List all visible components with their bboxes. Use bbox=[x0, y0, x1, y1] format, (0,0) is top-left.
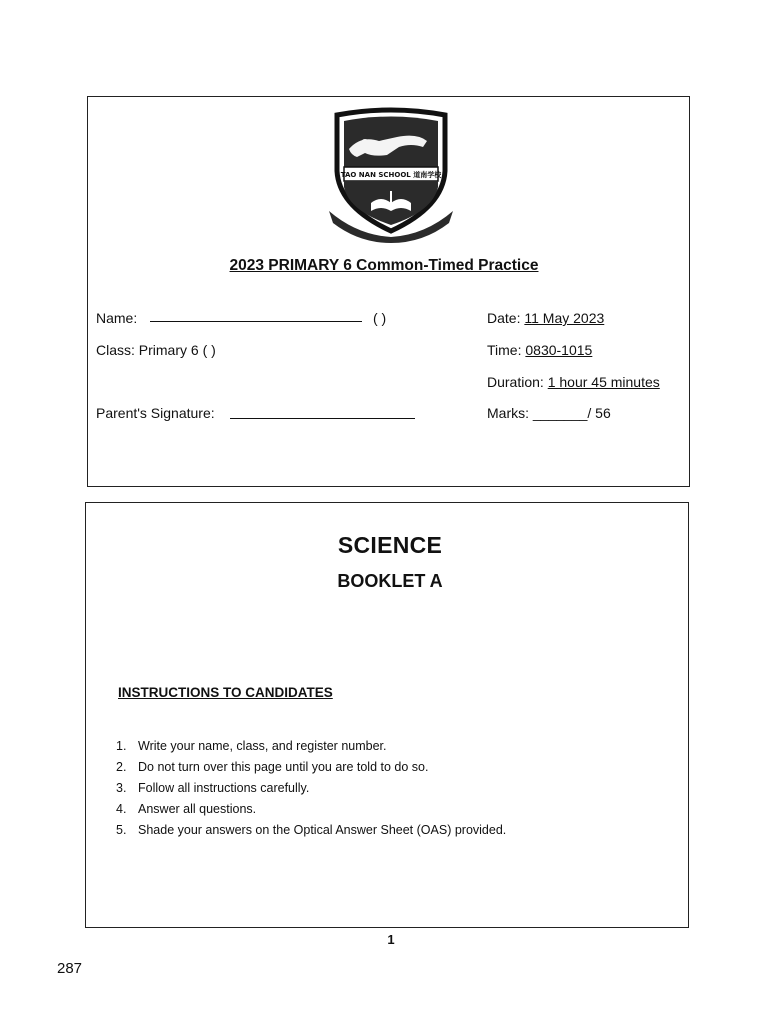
marks-row bbox=[487, 405, 611, 421]
instruction-text: Write your name, class, and register number. bbox=[138, 739, 387, 753]
time-label: Time: bbox=[487, 342, 522, 358]
instruction-number: 5. bbox=[116, 823, 127, 837]
parent-signature-line[interactable] bbox=[230, 418, 415, 419]
duration-label: Duration: bbox=[487, 374, 544, 390]
instruction-item bbox=[116, 757, 506, 778]
date-value: 11 May 2023 bbox=[524, 310, 605, 326]
booklet-frame bbox=[85, 502, 689, 928]
marks-total: / 56 bbox=[587, 405, 611, 421]
instruction-item bbox=[116, 736, 506, 757]
register-brackets: ( ) bbox=[373, 310, 387, 326]
instructions-list bbox=[116, 736, 506, 841]
svg-text:TAO NAN SCHOOL 道南学校: TAO NAN SCHOOL 道南学校 bbox=[340, 171, 442, 179]
instruction-item bbox=[116, 799, 506, 820]
instruction-number: 1. bbox=[116, 739, 127, 753]
instructions-heading: INSTRUCTIONS TO CANDIDATES bbox=[118, 685, 333, 700]
parent-signature-label: Parent's Signature: bbox=[96, 405, 215, 421]
scan-page-number: 287 bbox=[57, 960, 83, 977]
instruction-text: Follow all instructions carefully. bbox=[138, 781, 310, 795]
subject-title: SCIENCE bbox=[337, 532, 443, 558]
booklet-title: BOOKLET A bbox=[337, 571, 443, 591]
instruction-text: Do not turn over this page until you are told to do so. bbox=[138, 760, 429, 774]
instruction-item bbox=[116, 820, 506, 841]
instruction-text: Answer all questions. bbox=[138, 802, 257, 816]
instruction-number: 2. bbox=[116, 760, 127, 774]
time-value: 0830-1015 bbox=[525, 342, 593, 358]
date-row bbox=[487, 310, 604, 326]
instruction-text: Shade your answers on the Optical Answer Sheet (OAS) provided. bbox=[138, 823, 507, 837]
instruction-number: 3. bbox=[116, 781, 127, 795]
name-line[interactable] bbox=[150, 321, 362, 322]
name-label: Name: bbox=[96, 310, 138, 326]
school-crest-icon bbox=[327, 107, 455, 243]
time-row bbox=[487, 342, 592, 358]
marks-blank[interactable]: _______ bbox=[532, 405, 588, 421]
exam-title: 2023 PRIMARY 6 Common-Timed Practice bbox=[229, 257, 539, 274]
marks-label: Marks: bbox=[487, 405, 529, 421]
page-number: 1 bbox=[387, 932, 395, 947]
duration-row bbox=[487, 374, 660, 390]
instruction-number: 4. bbox=[116, 802, 127, 816]
class-label: Class: Primary 6 ( ) bbox=[96, 342, 216, 358]
duration-value: 1 hour 45 minutes bbox=[547, 374, 660, 390]
date-label: Date: bbox=[487, 310, 521, 326]
instruction-item bbox=[116, 778, 506, 799]
